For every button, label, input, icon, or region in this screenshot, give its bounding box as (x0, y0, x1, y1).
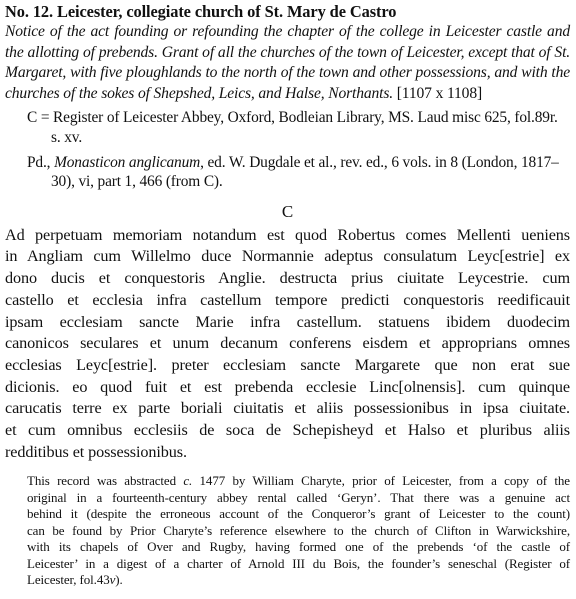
commentary-text: ). (115, 571, 123, 587)
notice-line: castle and the allotting of prebends. Grant of all the churches of the town of (5, 23, 570, 61)
document-page (5, 2, 570, 588)
latin-line: Ad perpetuam memoriam notandum est quod Robertus comes Mellenti ueniens (5, 225, 570, 244)
latin-line: ipsam ecclesiam sancte Marie infra castellum. statuens ibidem duodecim (5, 312, 570, 331)
text-siglum: C (281, 201, 294, 221)
notice-date: [1107 x 1108] (396, 84, 483, 102)
latin-line: redditibus et possessionibus. (5, 442, 187, 461)
charter-title: Leicester, collegiate church of St. Mary de Castro (57, 2, 397, 21)
manuscript-reference (5, 108, 570, 147)
latin-text (5, 225, 570, 464)
manuscript-line: fol.89r. s. xv. (51, 109, 558, 146)
commentary-line: with its chapels of Over and Rugby, having formed one of the prebends ‘of the castle of (27, 539, 570, 555)
latin-line: ecclesias Leyc[estrie]. preter ecclesiam sancte Margarete que non erat sue (5, 355, 570, 374)
charter-heading (5, 2, 570, 22)
commentary-text: This record was abstracted (27, 473, 184, 489)
commentary-line (27, 473, 570, 489)
commentary-text: Leicester, fol. (27, 571, 97, 587)
latin-line: castello et ecclesia infra castellum tempore predicti conquestoris reedificauit (5, 290, 570, 309)
notice-line: Leicester, except that of St. Margaret, with five ploughlands to the north of the (5, 43, 570, 82)
printed-edition-reference (5, 153, 570, 192)
latin-line: in Angliam cum Willelmo duce Normannie adeptus consulatum Leyc[estrie] ex (5, 247, 570, 266)
printed-prefix: Pd., (27, 153, 55, 171)
printed-line: 1817–30), vi, part 1, 466 (from C). (51, 153, 559, 191)
charter-number: No. 12. (5, 2, 54, 21)
latin-line: et cum omnibus ecclesiis de soca de Schepisheyd et Halso et pluribus aliis (5, 421, 570, 440)
latin-line: dicionis. eo quod fuit et est prebenda ecclesie Linc[olnensis]. cum quinque (5, 377, 570, 396)
charter-notice (5, 22, 570, 104)
commentary-note (5, 473, 570, 588)
latin-line: carucatis terre ex parte boriali ciuitatis et aliis possessionibus in ipsa ciuitate. (5, 399, 570, 418)
folio-number: 43 (96, 571, 110, 587)
commentary-line: original in a fourteenth-century abbey rental called ‘Geryn’. That there was a genuine act (27, 489, 570, 505)
commentary-line: behind it (despite the erroneous account of the Conqueror’s grant of Leicester to the count) (27, 506, 570, 522)
commentary-line: can be found by Prior Charyte’s reference elsewhere to the church of Clifton in Warwickshire, (27, 522, 570, 538)
manuscript-line: C = Register of Leicester Abbey, Oxford, Bodleian Library, MS. Laud misc 625, (27, 109, 511, 127)
commentary-line (27, 572, 570, 588)
verso-mark: v (109, 571, 116, 587)
latin-line: canonicos seculares et unum decanum conferens eisdem et approprians omnes (5, 334, 570, 353)
commentary-line: Leicester’ in a digest of a charter of Arnold III du Bois, the founder’s seneschal (Register of (27, 555, 570, 571)
notice-line: Notice of the act founding or refounding the chapter of the college in Leicester (5, 23, 502, 40)
latin-line: dono ducis et conquestoris Anglie. destructa prius ciuitate Leycestrie. cum (5, 269, 570, 288)
commentary-text: 1477 by William Charyte, prior of Leicester, from a copy of the (192, 473, 570, 489)
circa-abbreviation: c. (183, 473, 193, 489)
notice-line: town and other possessions, and with the churches of the sokes of Shepshed, (5, 64, 570, 102)
printed-line: , ed. W. Dugdale et al., rev. ed., 6 vols. in 8 (London, (200, 153, 518, 171)
printed-title: Monasticon anglicanum (54, 153, 201, 171)
notice-line: Leics, and Halse, Northants. (218, 84, 394, 102)
